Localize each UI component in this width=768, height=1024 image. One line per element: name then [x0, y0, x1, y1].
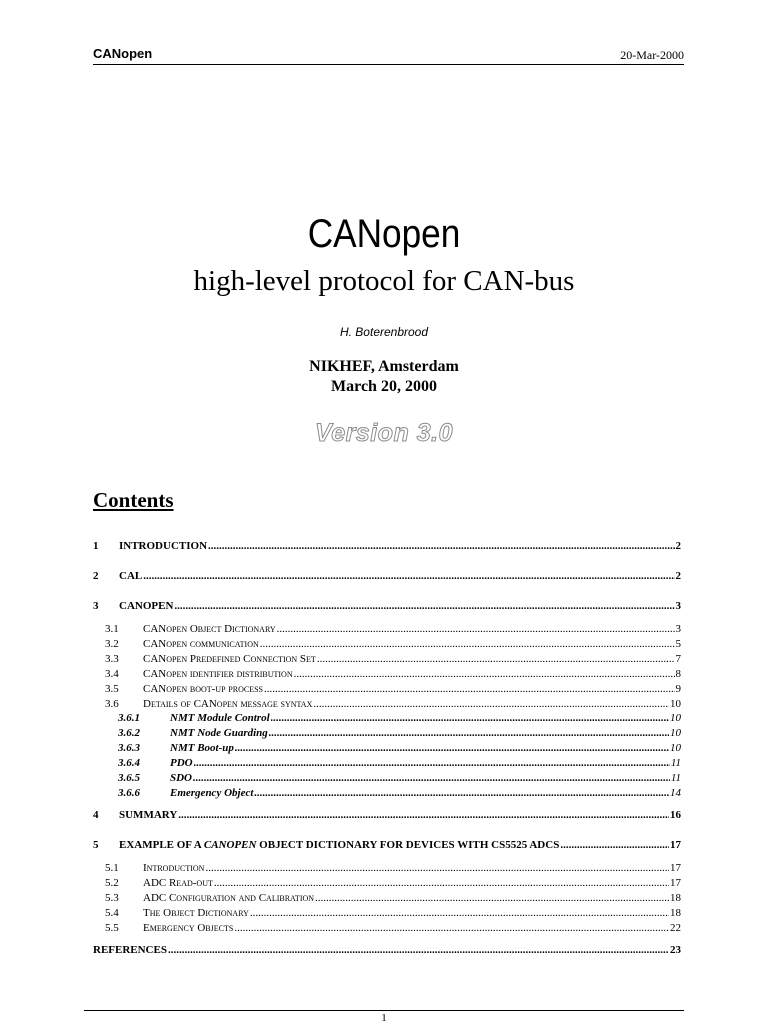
- toc-page: 10: [670, 712, 681, 724]
- toc-entry-3-6-3[interactable]: [118, 742, 681, 754]
- header-title: CANopen: [93, 46, 153, 61]
- toc-number: 5.3: [105, 892, 119, 904]
- footer-divider: [84, 1010, 684, 1011]
- toc-number: 3.1: [105, 623, 119, 635]
- toc-label: CANopen Object Dictionary: [143, 623, 276, 635]
- toc-entry-3-2[interactable]: [105, 638, 681, 650]
- toc-page: 18: [670, 907, 681, 919]
- toc-page: 7: [675, 653, 681, 665]
- toc-leader: [277, 623, 675, 635]
- toc-entry-introduction[interactable]: [93, 540, 681, 552]
- toc-label: CANopen communication: [143, 638, 259, 650]
- toc-entry-summary[interactable]: [93, 809, 681, 821]
- toc-number: 1: [93, 540, 99, 552]
- toc-leader: [313, 698, 669, 710]
- toc-page: 22: [670, 922, 681, 934]
- toc-page: 17: [670, 877, 681, 889]
- toc-leader: [174, 600, 674, 612]
- toc-entry-3-6-1[interactable]: [118, 712, 681, 724]
- toc-number: 5: [93, 839, 99, 851]
- toc-label: ADC Configuration and Calibration: [143, 892, 315, 904]
- toc-leader: [234, 922, 669, 934]
- toc-entry-example[interactable]: [93, 839, 681, 851]
- toc-label: PDO: [170, 757, 193, 769]
- toc-label: [119, 839, 559, 851]
- toc-page: 10: [670, 727, 681, 739]
- toc-page: 16: [670, 809, 681, 821]
- toc-label: The Object Dictionary: [143, 907, 249, 919]
- toc-leader: [178, 809, 669, 821]
- organization-block: [0, 357, 768, 397]
- toc-page: 17: [670, 839, 681, 851]
- toc-entry-5-3[interactable]: [105, 892, 681, 904]
- toc-label: Introduction: [143, 862, 205, 874]
- toc-number: 5.5: [105, 922, 119, 934]
- toc-page: 11: [670, 757, 681, 769]
- toc-label: Details of CANopen message syntax: [143, 698, 313, 710]
- toc-page: 10: [670, 698, 681, 710]
- toc-leader: [269, 727, 669, 739]
- toc-page: 10: [670, 742, 681, 754]
- toc-number: 5.4: [105, 907, 119, 919]
- toc-entry-3-1[interactable]: [105, 623, 681, 635]
- toc-entry-5-1[interactable]: [105, 862, 681, 874]
- toc-entry-3-3[interactable]: [105, 653, 681, 665]
- toc-entry-3-6-4[interactable]: [118, 757, 681, 769]
- toc-label: Emergency Objects: [143, 922, 234, 934]
- publication-date: March 20, 2000: [331, 378, 437, 395]
- toc-label: SUMMARY: [119, 809, 178, 821]
- toc-number: 3.6.1: [118, 712, 140, 724]
- toc-leader: [193, 772, 670, 784]
- toc-entry-5-4[interactable]: [105, 907, 681, 919]
- toc-label-emphasis: CANOPEN: [203, 839, 257, 851]
- toc-label: NMT Node Guarding: [170, 727, 268, 739]
- toc-label: INTRODUCTION: [119, 540, 208, 552]
- document-subtitle: high-level protocol for CAN-bus: [193, 265, 575, 297]
- toc-page: 3: [675, 623, 681, 635]
- toc-label: CAL: [119, 570, 143, 582]
- toc-page: 11: [670, 772, 681, 784]
- toc-label: SDO: [170, 772, 193, 784]
- toc-entry-3-6-5[interactable]: [118, 772, 681, 784]
- toc-page: 3: [675, 600, 681, 612]
- toc-leader: [250, 907, 669, 919]
- toc-leader: [194, 757, 670, 769]
- toc-label-part: OBJECT DICTIONARY FOR DEVICES WITH CS5525 ADCS: [256, 839, 560, 851]
- toc-page: 18: [670, 892, 681, 904]
- toc-number: 3.2: [105, 638, 119, 650]
- header-date: 20-Mar-2000: [620, 48, 684, 62]
- toc-page: 5: [675, 638, 681, 650]
- document-title: CANopen: [307, 212, 461, 256]
- toc-entry-cal[interactable]: [93, 570, 681, 582]
- toc-number: 3.5: [105, 683, 119, 695]
- toc-entry-references[interactable]: [93, 944, 681, 956]
- contents-heading: Contents: [93, 488, 174, 512]
- toc-leader: [254, 787, 669, 799]
- toc-number: 2: [93, 570, 99, 582]
- toc-page: 2: [675, 540, 681, 552]
- toc-number: 3: [93, 600, 99, 612]
- toc-entry-5-2[interactable]: [105, 877, 681, 889]
- toc-leader: [260, 638, 675, 650]
- toc-number: 5.1: [105, 862, 119, 874]
- toc-number: 3.6.2: [118, 727, 140, 739]
- organization: NIKHEF, Amsterdam: [309, 358, 459, 375]
- toc-entry-5-5[interactable]: [105, 922, 681, 934]
- version-label: Version 3.0: [315, 419, 453, 447]
- toc-page: 8: [675, 668, 681, 680]
- page-header: [93, 44, 684, 65]
- toc-leader: [205, 862, 669, 874]
- toc-entry-3-6-2[interactable]: [118, 727, 681, 739]
- toc-leader: [143, 570, 674, 582]
- toc-leader: [271, 712, 669, 724]
- toc-page: 17: [670, 862, 681, 874]
- toc-number: 3.6.4: [118, 757, 140, 769]
- toc-entry-3-5[interactable]: [105, 683, 681, 695]
- toc-leader: [315, 892, 669, 904]
- toc-page: 9: [675, 683, 681, 695]
- toc-page: 2: [675, 570, 681, 582]
- toc-leader: [168, 944, 669, 956]
- toc-number: 4: [93, 809, 99, 821]
- toc-label: CANopen boot-up process: [143, 683, 263, 695]
- toc-entry-3-6-6[interactable]: [118, 787, 681, 799]
- toc-leader: [235, 742, 669, 754]
- toc-leader: [264, 683, 675, 695]
- toc-label: NMT Module Control: [170, 712, 270, 724]
- toc-label: CANopen Predefined Connection Set: [143, 653, 316, 665]
- toc-number: 3.6.5: [118, 772, 140, 784]
- toc-page: 14: [670, 787, 681, 799]
- toc-label: CANopen identifier distribution: [143, 668, 293, 680]
- toc-leader: [317, 653, 675, 665]
- toc-label: REFERENCES: [93, 944, 167, 956]
- toc-leader: [294, 668, 675, 680]
- toc-label: CANOPEN: [119, 600, 174, 612]
- toc-label: Emergency Object: [170, 787, 254, 799]
- toc-entry-3-4[interactable]: [105, 668, 681, 680]
- page-number: 1: [381, 1012, 387, 1024]
- toc-label: NMT Boot-up: [170, 742, 234, 754]
- toc-entry-3-6[interactable]: [105, 698, 681, 710]
- toc-number: 3.6.6: [118, 787, 140, 799]
- author-name: H. Boterenbrood: [339, 325, 429, 339]
- toc-leader: [214, 877, 669, 889]
- toc-page: 23: [670, 944, 681, 956]
- toc-number: 3.4: [105, 668, 119, 680]
- toc-leader: [208, 540, 674, 552]
- toc-label-part: EXAMPLE OF A: [119, 839, 204, 851]
- toc-number: 3.6.3: [118, 742, 140, 754]
- toc-leader: [560, 839, 669, 851]
- toc-number: 5.2: [105, 877, 119, 889]
- toc-number: 3.3: [105, 653, 119, 665]
- toc-number: 3.6: [105, 698, 119, 710]
- toc-entry-canopen[interactable]: [93, 600, 681, 612]
- toc-label: ADC Read-out: [143, 877, 213, 889]
